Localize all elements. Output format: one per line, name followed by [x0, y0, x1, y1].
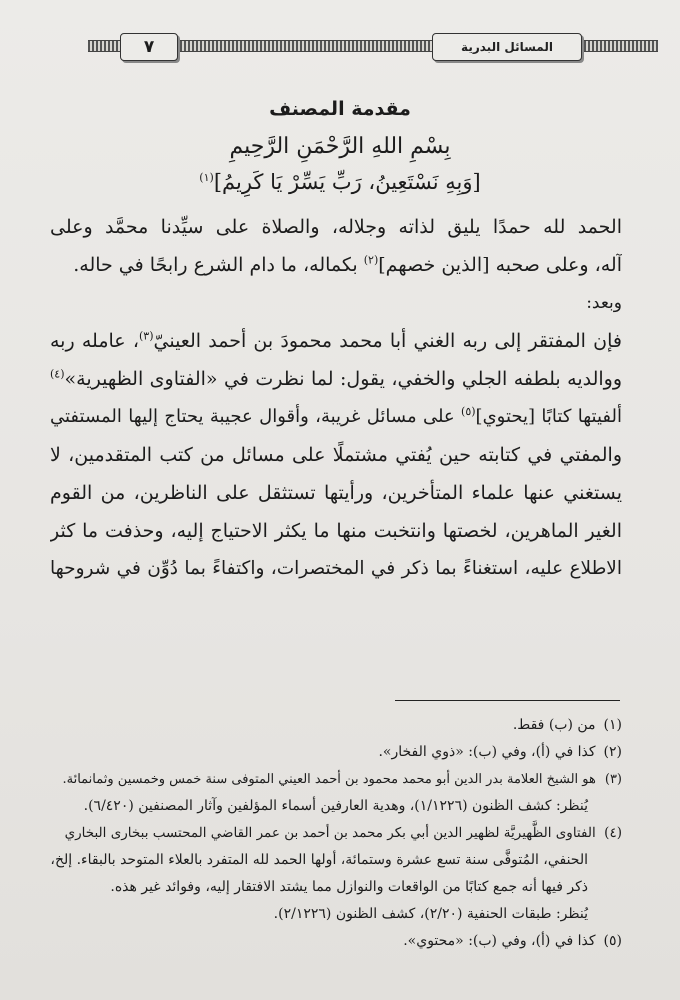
- footnote-text: يُنظر: كشف الظنون (١/١٢٢٦)، وهدية العارفين أسماء المؤلفين وآثار المصنفين (٦/٤٢٠).: [83, 798, 588, 814]
- footnote-3-continuation: [50, 793, 622, 820]
- footnote-text: ذكر فيها أنه جمع كتابًا من الواقعات والنوازل مما يشتد الافتقار إليه، وفوائد غير هذه.: [110, 879, 588, 895]
- footnote-4-continuation: [50, 847, 622, 874]
- footnote-3: [50, 766, 622, 793]
- text-span: والمفتي في كتابته حين يُفتي مشتملًا على مسائل من كتب المتقدمين، لا: [50, 444, 622, 466]
- footnote-separator: [395, 700, 620, 701]
- footnote-ref: (٥): [461, 405, 476, 418]
- footnote-number: (١): [603, 717, 622, 733]
- text-span: الغير الماهرين، لخصتها وانتخبت منها ما يكثر الاحتياج إليه، وحذفت ما كثر: [50, 520, 622, 542]
- page-number: ٧: [120, 33, 178, 61]
- footnote-4: [50, 820, 622, 847]
- wabad-text: وبعد:: [586, 293, 622, 313]
- text-line: [50, 360, 622, 398]
- footnote-ref: (٣): [138, 329, 154, 343]
- text-span: ألفيتها كتابًا [يحتوي]: [475, 406, 622, 427]
- text-span: يستغني عنها علماء المتأخرين، ورأيتها تستثقل على الناظرين، من القوم: [50, 482, 622, 504]
- footnote-4-continuation: [50, 901, 622, 928]
- text-span: الحمد لله حمدًا يليق لذاته وجلاله، والصلاة على سيِّدنا محمَّد وعلى: [50, 216, 622, 238]
- basmala: بِسْمِ اللهِ الرَّحْمَنِ الرَّحِيمِ: [229, 134, 451, 159]
- text-line: [50, 208, 622, 246]
- footnote-number: (٣): [604, 772, 622, 787]
- footnote-text: الحنفي، المُتوفَّى سنة تسع عشرة وستمائة، أولها الحمد لله المتفرد بالعلاء المتوحد بالبقاء. إلخ،: [50, 852, 588, 868]
- text-span: على مسائل غريبة، وأقوال عجيبة يحتاج إليها المستفتي: [50, 406, 462, 427]
- footnote-ref: (٤): [50, 367, 65, 381]
- footnote-ref: (٢): [363, 253, 379, 267]
- text-span: بكماله، ما دام الشرع رابحًا في حاله.: [73, 254, 364, 276]
- footnote-4-continuation: [50, 874, 622, 901]
- footnote-2: [50, 739, 622, 766]
- text-span: الاطلاع عليه، استغناءً بما ذكر في المختصرات، واكتفاءً بما دُوِّن في شروحها: [50, 558, 622, 579]
- invocation-line: [0, 170, 680, 194]
- footnote-text: كذا في (أ)، وفي (ب): «ذوي الفخار».: [378, 744, 596, 760]
- text-line: [50, 436, 622, 474]
- text-line: [50, 398, 622, 436]
- text-line: [50, 512, 622, 550]
- footnote-number: (٤): [604, 825, 622, 841]
- footnote-number: (٢): [603, 744, 622, 760]
- invocation-text: [وَبِهِ نَسْتَعِينُ، رَبِّ يَسِّرْ يَا كَرِيمُ]: [213, 170, 481, 194]
- footnote-ref: (١): [199, 171, 214, 184]
- footnote-text: الفتاوى الظَّهيريَّة لظهير الدين أبي بكر محمد بن أحمد بن عمر القاضي المحتسب ببخارى البخاري: [64, 825, 596, 841]
- running-title: المسائل البدرية: [432, 33, 582, 61]
- footnote-5: [50, 928, 622, 955]
- main-text: [50, 208, 622, 588]
- section-heading: مقدمة المصنف: [269, 98, 411, 120]
- text-line: [50, 246, 622, 284]
- text-span: آله، وعلى صحبه [الذين خصهم]: [378, 254, 622, 276]
- text-span: فإن المفتقر إلى ربه الغني أبا محمد محمودَ بن أحمد العينيّ: [153, 330, 622, 352]
- text-line: [50, 284, 622, 322]
- footnote-text: من (ب) فقط.: [512, 717, 596, 733]
- text-span: ووالديه بلطفه الجلي والخفي، يقول: لما نظرت في «الفتاوى الظهيرية»: [64, 368, 622, 390]
- text-line: [50, 474, 622, 512]
- footnote-text: كذا في (أ)، وفي (ب): «محتوي».: [403, 933, 596, 949]
- footnote-text: هو الشيخ العلامة بدر الدين أبو محمد محمود بن أحمد العيني المتوفى سنة خمس وخمسين وثمانمائة.: [62, 772, 596, 787]
- text-span: ، عامله ربه: [50, 330, 139, 352]
- text-line: [50, 550, 622, 588]
- footnote-number: (٥): [603, 933, 622, 949]
- footnote-text: يُنظر: طبقات الحنفية (٢/٢٠)، كشف الظنون (٢/١٢٢٦).: [273, 906, 588, 922]
- footnotes: [50, 712, 622, 955]
- footnote-1: [50, 712, 622, 739]
- text-line: [50, 322, 622, 360]
